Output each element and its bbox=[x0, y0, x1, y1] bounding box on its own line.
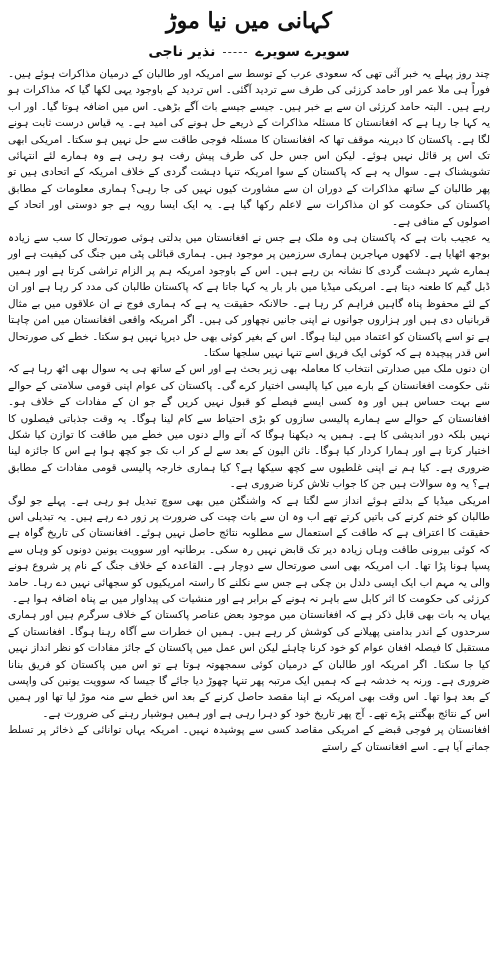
byline-separator bbox=[223, 52, 247, 53]
column-name: سویرے سویرے bbox=[255, 44, 350, 60]
article-paragraph: امریکی میڈیا کے بدلتے ہوئے انداز سے لگتا ہے کہ واشنگٹن میں بھی سوچ تبدیل ہو رہی ہے۔ پہلے جو لوگ طالبان کو ختم کرنے کی باتیں کرتے تھے اب وہ ان سے بات چیت کی ضرورت پر زور دے رہے ہیں۔ یہ تبدیلی اس حقیقت کا اعتراف ہے کہ طاقت کے استعمال سے مطلوبہ نتائج حاصل نہیں ہوئے۔ افغانستان کی تاریخ گواہ ہے کہ کوئی بیرونی طاقت وہاں زیادہ دیر تک قابض نہیں رہ سکی۔ برطانیہ اور سوویت یونین دونوں کو وہاں سے پسپا ہونا پڑا تھا۔ اب امریکہ بھی اسی صورتحال سے دوچار ہے۔ القاعدہ کے خلاف جنگ کے نام پر شروع ہونے والی یہ مہم اب ایک ایسی دلدل بن چکی ہے جس سے نکلنے کا راستہ امریکیوں کو سجھائی نہیں دے رہا۔ حامد کرزئی کی حکومت کا اثر کابل سے باہر نہ ہونے کے برابر ہے اور منشیات کی پیداوار میں بے پناہ اضافہ ہوا ہے۔ bbox=[8, 494, 490, 605]
article-paragraph: یہ عجیب بات ہے کہ پاکستان ہی وہ ملک ہے جس نے افغانستان میں بدلتی ہوئی صورتحال کا سب سے زیادہ بوجھ اٹھایا ہے۔ لاکھوں مہاجرین ہماری سرزمین پر موجود ہیں۔ ہماری قبائلی پٹی میں جنگ کی کیفیت ہے اور ہمارے شہر دہشت گردی کا نشانہ بن رہے ہیں۔ اس کے باوجود امریکہ ہم پر الزام تراشی کرتا ہے اور ہمیں ڈبل گیم کا طعنہ دیتا ہے۔ امریکی میڈیا میں بار بار یہ کہا جاتا ہے کہ پاکستان طالبان کی مدد کر رہا ہے اور ان کے لئے محفوظ پناہ گاہیں فراہم کر رہا ہے۔ حالانکہ حقیقت یہ ہے کہ ہماری فوج نے ان علاقوں میں بے مثال قربانیاں دی ہیں اور ہزاروں جوانوں نے اپنی جانیں نچھاور کی ہیں۔ اگر امریکہ واقعی افغانستان میں امن چاہتا ہے تو اسے پاکستان کو اعتماد میں لینا ہوگا۔ اس کے بغیر کوئی بھی حل دیرپا نہیں ہو سکتا۔ خطے کی صورتحال اس قدر پیچیدہ ہے کہ کوئی ایک فریق اسے تنہا نہیں سلجھا سکتا۔ bbox=[8, 232, 490, 359]
article-byline bbox=[8, 40, 490, 64]
article-paragraph: یہاں یہ بات بھی قابل ذکر ہے کہ افغانستان میں موجود بعض عناصر پاکستان کے خلاف سرگرم ہیں اور ہماری سرحدوں کے اندر بدامنی پھیلانے کی کوشش کر رہے ہیں۔ ہمیں ان خطرات سے آگاہ رہنا ہوگا۔ افغانستان کے مستقبل کا فیصلہ افغان عوام کو خود کرنا چاہئے لیکن اس عمل میں پاکستان کے جائز مفادات کو نظر انداز نہیں کیا جا سکتا۔ اگر امریکہ اور طالبان کے درمیان کوئی سمجھوتہ ہوتا ہے تو اس میں پاکستان کو فریق بنانا ضروری ہے۔ ورنہ یہ خدشہ ہے کہ ہمیں ایک مرتبہ پھر تنہا چھوڑ دیا جائے گا جیسا کہ سوویت یونین کی واپسی کے بعد ہوا تھا۔ اس وقت بھی امریکہ نے اپنا مقصد حاصل کرنے کے بعد اس خطے سے منہ موڑ لیا تھا اور ہمیں اس کے نتائج بھگتنے پڑے تھے۔ آج پھر تاریخ خود کو دہرا رہی ہے اور ہمیں ہوشیار رہنے کی ضرورت ہے۔ bbox=[8, 609, 490, 720]
article-body bbox=[8, 66, 490, 755]
article-paragraph: افغانستان پر فوجی قبضے کے امریکی مقاصد کسی سے پوشیدہ نہیں۔ امریکہ یہاں توانائی کے ذخائر پر تسلط جمانے آیا ہے۔ اسے افغانستان کے راستے bbox=[8, 724, 490, 753]
article-headline: کہانی میں نیا موڑ bbox=[166, 8, 332, 34]
article-paragraph: چند روز پہلے یہ خبر آئی تھی کہ سعودی عرب کے توسط سے امریکہ اور طالبان کے درمیان مذاکرات ہوئے ہیں۔ فوراً ہی ملا عمر اور حامد کرزئی کی طرف سے تردید آگئی۔ اس تردید کے باوجود یہی لکھا گیا کہ مذاکرات ہو رہے ہیں۔ البتہ حامد کرزئی ان سے بے خبر ہیں۔ جیسے جیسے بات آگے بڑھی۔ اس میں اضافہ ہوتا گیا۔ اور اب یہ کہا جا رہا ہے کہ افغانستان کا مسئلہ مذاکرات کے ذریعے حل ہونے کی امید ہے۔ یہ قیاس درست ثابت ہونے لگا ہے۔ پاکستان کا دیرینہ موقف تھا کہ افغانستان کا مسئلہ فوجی طاقت سے حل نہیں ہو سکتا۔ امریکی ابھی تک اس پر قائل نہیں ہوئے۔ لیکن اس جس حل کی طرف پیش رفت ہو رہی ہے وہ ہمارے لئے انتہائی تشویشناک ہے۔ سوال یہ ہے کہ پاکستان کے سوا امریکہ تنہا دہشت گردی کے خلاف امریکہ کے اتحادی ہیں تو پھر طالبان کے ساتھ مذاکرات کے دوران ان سے مشاورت کیوں نہیں کی جا رہی؟ ہماری معلومات کے مطابق پاکستان کی حکومت کو ان مذاکرات سے لاعلم رکھا گیا ہے۔ یہ ایک ایسا رویہ ہے جو دوستی اور اتحاد کے اصولوں کے منافی ہے۔ bbox=[8, 68, 490, 228]
author-name: نذیر ناجی bbox=[148, 44, 216, 60]
article-paragraph: ان دنوں ملک میں صدارتی انتخاب کا معاملہ بھی زیر بحث ہے اور اس کے ساتھ ہی یہ سوال بھی اٹھ رہا ہے کہ نئی حکومت افغانستان کے بارے میں کیا پالیسی اختیار کرے گی۔ پاکستان کی عوام اپنی قومی سلامتی کے حوالے سے بہت حساس ہیں اور وہ کسی ایسے فیصلے کو قبول نہیں کریں گے جو ان کے مفادات کے خلاف ہو۔ افغانستان کے حوالے سے ہمارے پالیسی سازوں کو بڑی احتیاط سے کام لینا ہوگا۔ یہ وقت جذباتی فیصلوں کا نہیں بلکہ دور اندیشی کا ہے۔ ہمیں یہ دیکھنا ہوگا کہ آنے والے دنوں میں خطے میں طاقت کا توازن کیا شکل اختیار کرتا ہے اور ہمارا کردار کیا ہوگا۔ نائن الیون کے بعد سے لے کر اب تک جو کچھ ہوا ہے اس کا جائزہ لینا ضروری ہے۔ کیا ہم نے اپنی غلطیوں سے کچھ سیکھا ہے؟ کیا ہماری خارجہ پالیسی قومی مفادات کے مطابق ہے؟ یہ وہ سوالات ہیں جن کا جواب تلاش کرنا ضروری ہے۔ bbox=[8, 363, 490, 491]
